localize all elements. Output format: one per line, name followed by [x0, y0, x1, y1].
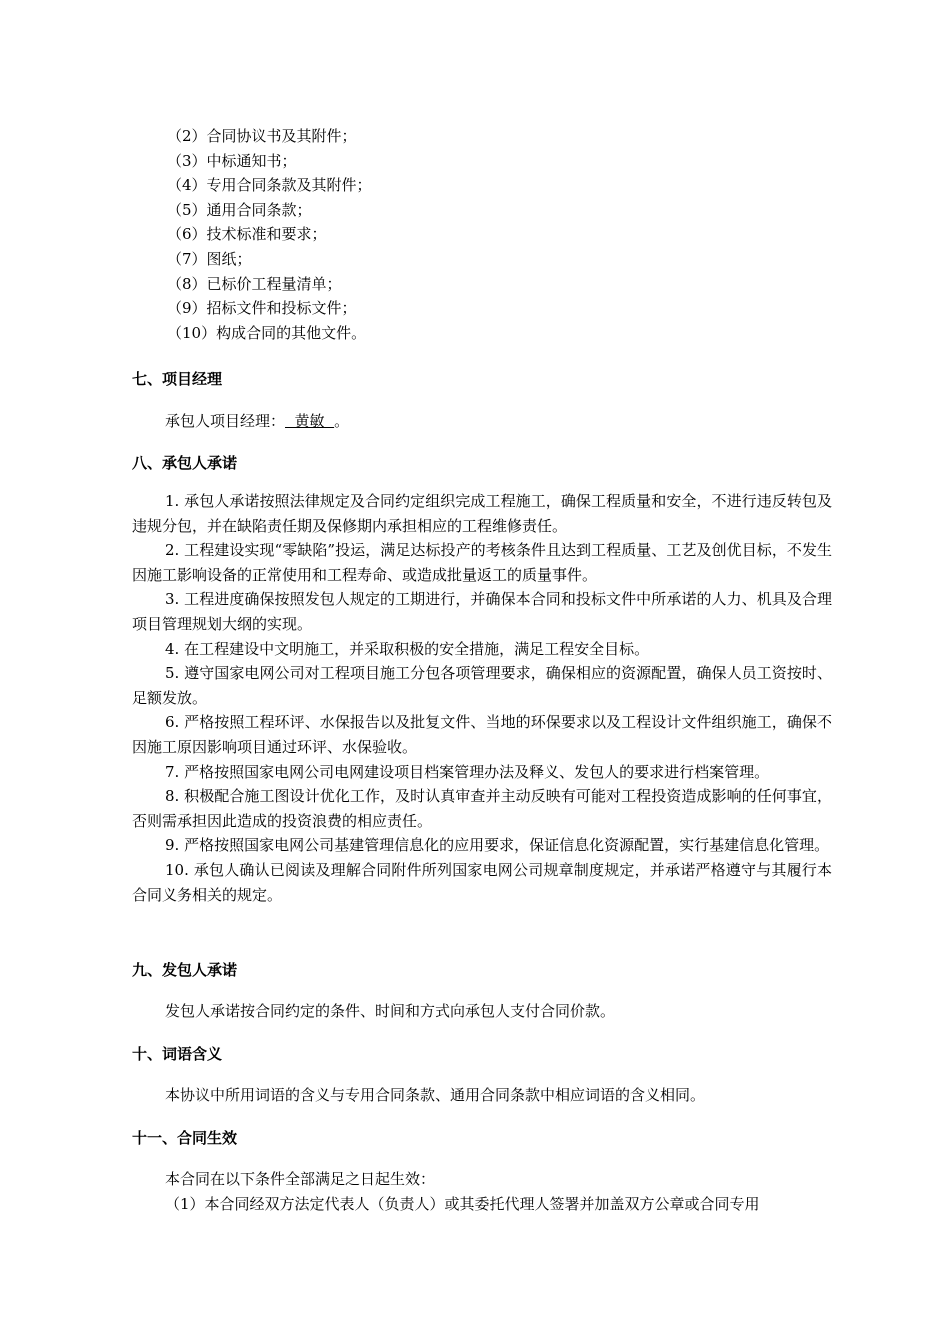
project-manager-paragraph: [132, 409, 832, 434]
commitment-item: 2. 工程建设实现“零缺陷”投运，满足达标投产的考核条件且达到工程质量、工艺及创优目标，不发生因施工影响设备的正常使用和工程寿命、或造成批量返工的质量事件。: [132, 541, 832, 584]
project-manager-label: 承包人项目经理：: [165, 412, 286, 430]
section-heading-contractor-commitment: 八、承包人承诺: [132, 454, 238, 472]
commitment-item: 6. 严格按照工程环评、水保报告以及批复文件、当地的环保要求以及工程设计文件组织施工，确保不因施工原因影响项目通过环评、水保验收。: [132, 713, 832, 756]
employer-commitment-text: 发包人承诺按合同约定的条件、时间和方式向承包人支付合同价款。: [165, 1002, 616, 1020]
list-item: （2）合同协议书及其附件；: [167, 127, 357, 145]
definitions-text: 本协议中所用词语的含义与专用合同条款、通用合同条款中相应词语的含义相同。: [165, 1086, 706, 1104]
project-manager-name: 黄敏: [285, 412, 335, 430]
commitment-item: 4. 在工程建设中文明施工，并采取积极的安全措施，满足工程安全目标。: [165, 639, 650, 658]
list-item: （10）构成合同的其他文件。: [167, 323, 367, 342]
list-item: （8）已标价工程量清单；: [167, 274, 342, 293]
contract-effectiveness-block: [132, 1167, 832, 1216]
section-heading-employer-commitment: 九、发包人承诺: [132, 961, 238, 979]
commitment-item: 8. 积极配合施工图设计优化工作，及时认真审查并主动反映有可能对工程投资造成影响的任何事宜，否则需承担因此造成的投资浪费的相应责任。: [132, 787, 832, 830]
section-heading-definitions: 十、词语含义: [132, 1045, 223, 1063]
section-heading-contract-effectiveness: 十一、合同生效: [132, 1129, 238, 1147]
list-item: （3）中标通知书；: [167, 151, 297, 170]
section-heading-project-manager: 七、项目经理: [132, 370, 223, 388]
list-item: （7）图纸；: [167, 249, 252, 268]
commitment-item: 9. 严格按照国家电网公司基建管理信息化的应用要求，保证信息化资源配置，实行基建信息化管理。: [165, 836, 830, 855]
commitment-item: 7. 严格按照国家电网公司电网建设项目档案管理办法及释义、发包人的要求进行档案管理。: [165, 762, 770, 781]
commitment-item: 3. 工程进度确保按照发包人规定的工期进行，并确保本合同和投标文件中所承诺的人力、机具及合理项目管理规划大纲的实现。: [132, 590, 832, 633]
commitment-item: 10. 承包人确认已阅读及理解合同附件所列国家电网公司规章制度规定，并承诺严格遵守与其履行本合同义务相关的规定。: [132, 860, 832, 904]
effectiveness-item: （1）本合同经双方法定代表人（负责人）或其委托代理人签署并加盖双方公章或合同专用: [165, 1194, 760, 1213]
effectiveness-intro: 本合同在以下条件全部满足之日起生效：: [165, 1170, 436, 1188]
commitment-item: 5. 遵守国家电网公司对工程项目施工分包各项管理要求，确保相应的资源配置，确保人员工资按时、足额发放。: [132, 664, 832, 707]
list-item: （4）专用合同条款及其附件；: [167, 176, 372, 195]
project-manager-end: 。: [334, 412, 350, 430]
contract-documents-list: [167, 124, 867, 345]
list-item: （6）技术标准和要求；: [167, 225, 327, 244]
commitment-item: 1. 承包人承诺按照法律规定及合同约定组织完成工程施工，确保工程质量和安全，不进行违反转包及违规分包，并在缺陷责任期及保修期内承担相应的工程维修责任。: [132, 492, 832, 535]
list-item: （9）招标文件和投标文件；: [167, 299, 357, 318]
contractor-commitment-list: [132, 489, 832, 907]
list-item: （5）通用合同条款；: [167, 200, 312, 219]
